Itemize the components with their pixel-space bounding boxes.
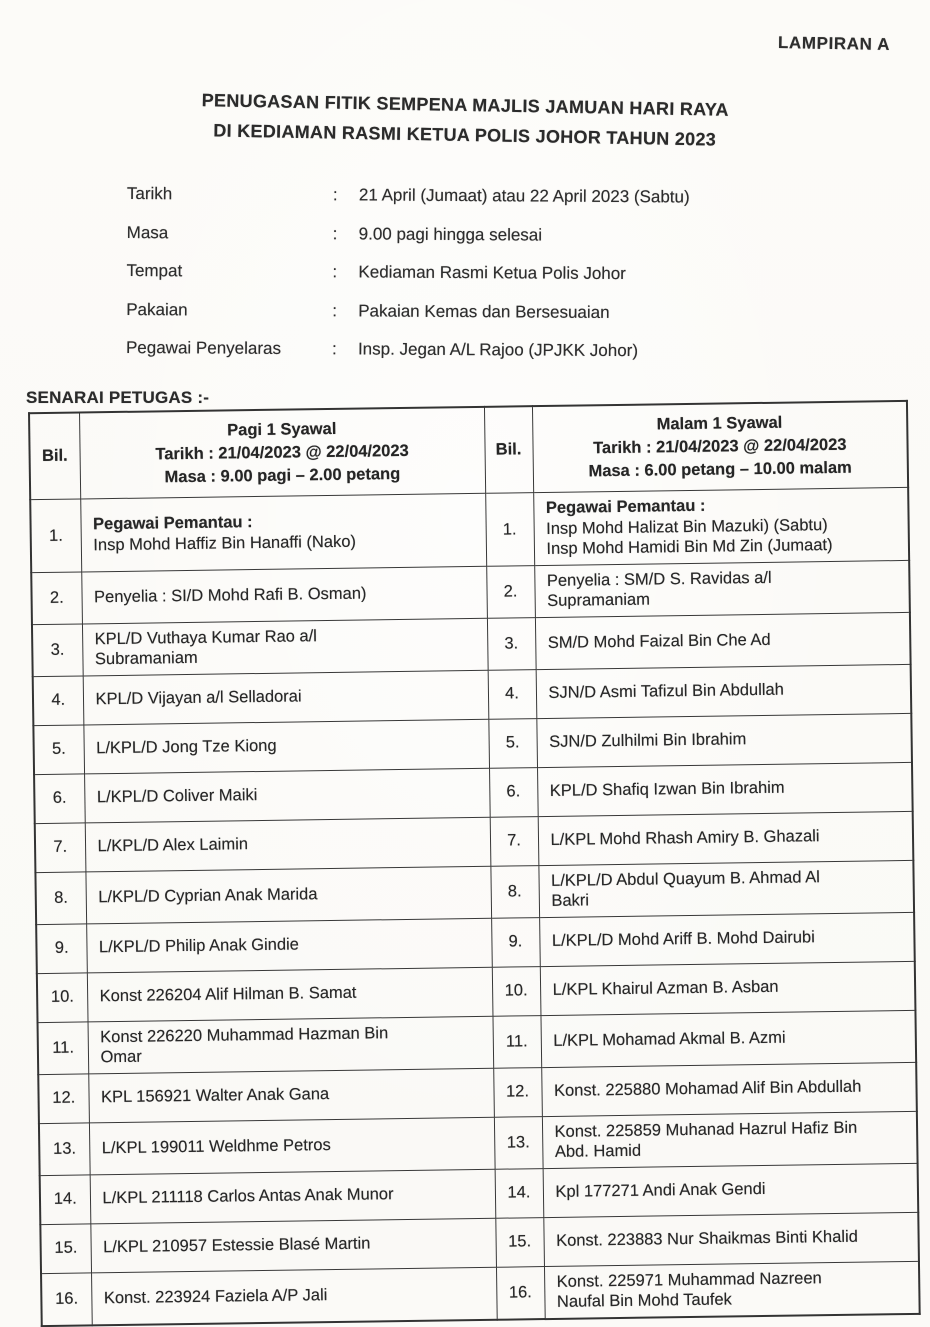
row-number-pagi: 1. [30, 499, 81, 572]
shift-title: Pagi 1 Syawal [227, 419, 337, 440]
row-number-pagi: 14. [40, 1174, 91, 1224]
cell-text: Penyelia : SI/D Mohd Rafi B. Osman) [93, 584, 367, 607]
row-number-malam: 8. [490, 865, 539, 918]
shift-title: Malam 1 Syawal [656, 413, 783, 434]
row-number-pagi: 4. [33, 675, 84, 725]
cell-text: Insp Mohd Haffiz Bin Hanaffi (Nako) [93, 532, 357, 555]
detail-row-tarikh [127, 184, 690, 226]
cell-text: Konst 226220 Muhammad Hazman Bin Omar [100, 1023, 389, 1067]
cell-text: KPL 156921 Walter Anak Gana [100, 1085, 330, 1107]
malam-duty-cell [538, 860, 914, 917]
cell-text: L/KPL 211118 Carlos Antas Anak Munor [102, 1185, 394, 1208]
row-number-malam: 3. [487, 617, 536, 670]
cell-text: KPL/D Vuthaya Kumar Rao a/l Subramaniam [94, 626, 318, 669]
row-number-pagi: 3. [32, 623, 83, 676]
cell-text: L/KPL/D Abdul Quayum B. Ahmad Al Bakri [550, 867, 820, 910]
row-number-malam: 2. [486, 565, 535, 618]
row-number-pagi: 11. [38, 1021, 89, 1074]
row-number-malam: 11. [492, 1015, 541, 1068]
page-title [0, 81, 930, 158]
malam-duty-cell [540, 961, 916, 1015]
pagi-duty-cell [85, 817, 491, 872]
detail-label: Tarikh [126, 184, 173, 204]
corner-label: LAMPIRAN A [777, 33, 891, 54]
malam-duty-cell [540, 1010, 916, 1067]
row-number-malam: 13. [494, 1116, 543, 1169]
cell-text: L/KPL/D Coliver Maiki [96, 786, 258, 807]
malam-duty-cell [537, 762, 913, 816]
malam-duty-cell [543, 1212, 919, 1266]
pagi-duty-cell [81, 566, 487, 624]
malam-duty-cell [533, 487, 909, 565]
shift-date: Tarikh : 21/04/2023 @ 22/04/2023 [155, 441, 409, 464]
title-line-2: DI KEDIAMAN RASMI KETUA POLIS JOHOR TAHUN 2023 [213, 120, 717, 150]
cell-bold-label: Pegawai Pemantau : [545, 496, 706, 517]
malam-duty-cell [541, 1062, 917, 1116]
cell-text: L/KPL Mohd Rhash Amiry B. Ghazali [550, 827, 820, 850]
detail-value: Insp. Jegan A/L Rajoo (JPJKK Johor) [357, 339, 639, 361]
detail-row-pegawai-penyelaras [126, 338, 689, 380]
cell-text: L/KPL/D Cyprian Anak Marida [98, 884, 318, 907]
cell-text: L/KPL Mohamad Akmal B. Azmi [553, 1028, 786, 1050]
cell-text: Konst. 223883 Nur Shaikmas Binti Khalid [556, 1227, 858, 1251]
detail-colon: : [332, 223, 338, 243]
pagi-duty-cell [89, 1117, 495, 1175]
pagi-duty-cell [88, 1016, 494, 1074]
cell-text: Konst. 223924 Faziela A/P Jali [103, 1285, 328, 1307]
detail-value: 9.00 pagi hingga selesai [358, 223, 543, 245]
pagi-duty-cell [83, 719, 489, 774]
detail-label: Masa [126, 222, 169, 242]
title-line-1: PENUGASAN FITIK SEMPENA MAJLIS JAMUAN HARI RAYA [201, 90, 729, 120]
cell-text: KPL/D Shafiq Izwan Bin Ibrahim [549, 778, 785, 801]
pagi-duty-cell [90, 1218, 496, 1273]
pagi-duty-cell [80, 493, 486, 571]
row-number-malam: 5. [488, 718, 537, 768]
row-number-pagi: 5. [33, 724, 84, 774]
pagi-duty-cell [87, 967, 493, 1022]
pagi-duty-cell [88, 1068, 494, 1123]
pagi-duty-cell [83, 670, 489, 725]
malam-duty-cell [536, 713, 912, 767]
row-number-malam: 6. [489, 767, 538, 817]
detail-row-tempat [126, 261, 689, 303]
row-number-pagi: 9. [36, 923, 87, 973]
malam-duty-cell [538, 811, 914, 865]
cell-text: Konst. 225880 Mohamad Alif Bin Abdullah [553, 1077, 862, 1101]
cell-text: KPL/D Vijayan a/l Selladorai [95, 687, 302, 709]
cell-text: Konst. 225859 Muhanad Hazrul Hafiz Bin Abd. Hamid [554, 1118, 858, 1161]
detail-row-pakaian [126, 299, 689, 341]
header-bil-right: Bil. [484, 406, 533, 493]
malam-duty-cell [536, 664, 912, 718]
row-number-pagi: 15. [40, 1223, 91, 1273]
pagi-duty-cell [85, 866, 491, 924]
row-number-malam: 14. [495, 1168, 544, 1218]
cell-text: L/KPL 210957 Estessie Blasé Martin [103, 1234, 371, 1257]
malam-duty-cell [542, 1111, 918, 1168]
cell-text: L/KPL/D Mohd Ariff B. Mohd Dairubi [551, 928, 815, 951]
cell-text: L/KPL/D Alex Laimin [97, 835, 249, 856]
section-heading: SENARAI PETUGAS :- [26, 388, 210, 407]
row-number-malam: 15. [495, 1217, 544, 1267]
shift-date: Tarikh : 21/04/2023 @ 22/04/2023 [592, 435, 847, 458]
cell-text: SJN/D Zulhilmi Bin Ibrahim [549, 730, 747, 752]
row-number-pagi: 2. [31, 571, 82, 624]
table-header-row [29, 401, 908, 500]
detail-value: Kediaman Rasmi Ketua Polis Johor [358, 262, 626, 284]
row-number-pagi: 16. [41, 1272, 92, 1325]
header-pagi-shift [79, 407, 485, 499]
row-number-pagi: 8. [35, 871, 86, 924]
cell-text: Konst. 225971 Muhammad Nazreen Naufal Bin Mohd Taufek [556, 1268, 822, 1311]
malam-duty-cell [543, 1163, 919, 1217]
detail-label: Pakaian [126, 299, 188, 319]
detail-colon: : [332, 185, 338, 205]
detail-colon: : [332, 300, 338, 320]
row-number-pagi: 13. [39, 1122, 90, 1175]
duty-roster-table-wrap [28, 400, 919, 1327]
cell-text: Konst 226204 Alif Hilman B. Samat [99, 983, 357, 1006]
table-row [30, 487, 909, 572]
detail-label: Tempat [126, 260, 183, 281]
malam-duty-cell [535, 612, 911, 669]
pagi-duty-cell [86, 918, 492, 973]
event-details [126, 184, 690, 380]
cell-text: Kpl 177271 Andi Anak Gendi [555, 1180, 766, 1202]
table-row [41, 1261, 920, 1326]
cell-text: SM/D Mohd Faizal Bin Che Ad [547, 630, 771, 652]
row-number-malam: 10. [492, 966, 541, 1016]
cell-text: L/KPL/D Philip Anak Gindie [98, 935, 300, 957]
malam-duty-cell [544, 1261, 920, 1319]
detail-value: Pakaian Kemas dan Bersesuaian [358, 300, 610, 322]
row-number-pagi: 7. [35, 822, 86, 872]
shift-time: Masa : 9.00 pagi – 2.00 petang [164, 465, 401, 487]
pagi-duty-cell [90, 1169, 496, 1224]
detail-colon: : [331, 339, 337, 359]
row-number-pagi: 6. [34, 773, 85, 823]
row-number-malam: 7. [490, 816, 539, 866]
cell-bold-label: Pegawai Pemantau : [92, 513, 253, 534]
detail-row-masa [127, 222, 690, 264]
cell-text: L/KPL/D Jong Tze Kiong [96, 737, 277, 758]
cell-text: SJN/D Asmi Tafizul Bin Abdullah [548, 680, 784, 703]
malam-duty-cell [534, 560, 910, 617]
row-number-malam: 4. [488, 669, 537, 719]
shift-time: Masa : 6.00 petang – 10.00 malam [588, 458, 852, 481]
cell-text: Insp Mohd Halizat Bin Mazuki) (Sabtu) Insp Mohd Hamidi Bin Md Zin (Jumaat) [546, 515, 833, 558]
cell-text: Penyelia : SM/D S. Ravidas a/l Supramaniam [546, 568, 772, 610]
duty-roster-table [28, 400, 921, 1327]
pagi-duty-cell [91, 1267, 497, 1325]
detail-value: 21 April (Jumaat) atau 22 April 2023 (Sabtu) [358, 185, 690, 207]
pagi-duty-cell [84, 768, 490, 823]
pagi-duty-cell [82, 618, 488, 676]
row-number-pagi: 10. [37, 972, 88, 1022]
row-number-pagi: 12. [38, 1073, 89, 1123]
header-bil-left: Bil. [29, 412, 80, 499]
row-number-malam: 12. [493, 1067, 542, 1117]
row-number-malam: 1. [485, 493, 534, 566]
row-number-malam: 16. [496, 1266, 545, 1319]
cell-text: L/KPL 199011 Weldhme Petros [101, 1135, 331, 1157]
malam-duty-cell [539, 912, 915, 966]
detail-label: Pegawai Penyelaras [125, 337, 282, 358]
row-number-malam: 9. [491, 917, 540, 967]
header-malam-shift [532, 401, 908, 493]
detail-colon: : [332, 262, 338, 282]
cell-text: L/KPL Khairul Azman B. Asban [552, 978, 779, 1000]
